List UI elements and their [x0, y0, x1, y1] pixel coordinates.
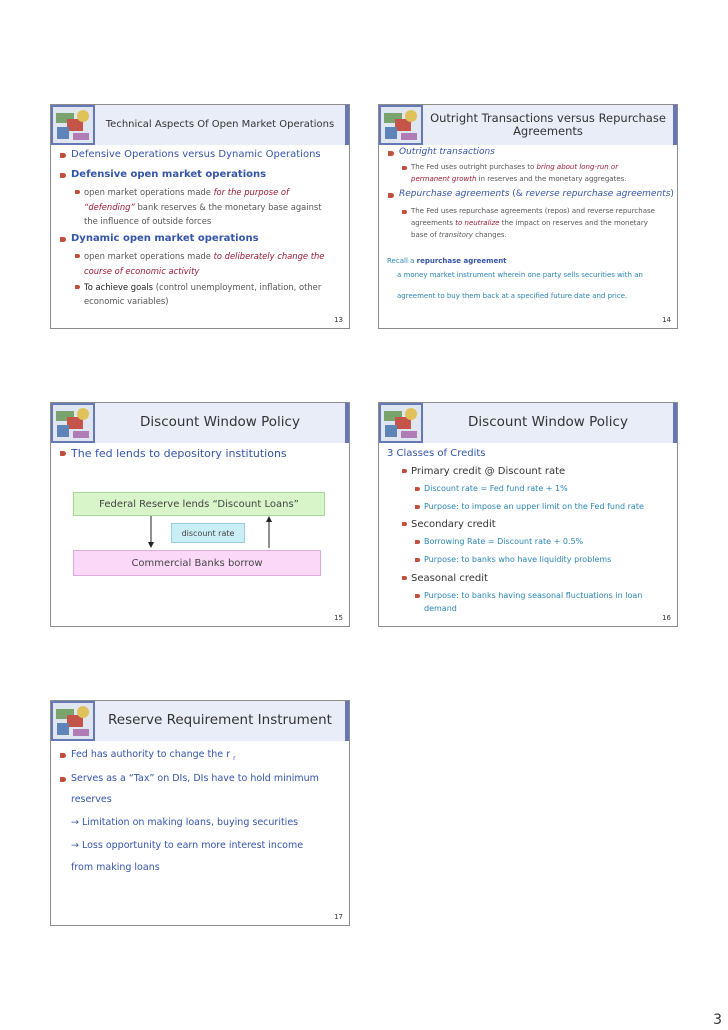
money-collage-icon: [53, 405, 93, 441]
implication-line: from making loans: [71, 862, 160, 873]
box-discount-rate: discount rate: [171, 523, 245, 543]
text: The Fed uses outright purchases to: [411, 163, 537, 171]
text-emph: for the purpose of: [213, 187, 289, 197]
slide-number: 17: [334, 913, 343, 921]
bullet-primary-credit: Primary credit @ Discount rate: [411, 466, 566, 477]
down-arrow-icon: [146, 516, 156, 548]
bullet-secondary-credit: Secondary credit: [411, 519, 496, 530]
up-arrow-icon: [264, 516, 274, 548]
slide-15: [50, 402, 350, 627]
implication-loans: → Limitation on making loans, buying securities: [71, 817, 299, 828]
text: agreements: [411, 219, 456, 227]
text-emph: to neutralize: [455, 219, 500, 227]
text-emph: repurchase agreement: [416, 257, 507, 265]
sub-bullet-line: [84, 266, 199, 276]
slide-title: Technical Aspects Of Open Market Operations: [95, 105, 345, 145]
recall-line: [387, 257, 507, 265]
recall-def-2: agreement to buy them back at a specified future date and price.: [397, 292, 628, 300]
slide-number: 13: [334, 316, 343, 324]
text-emph: “defending”: [84, 202, 135, 212]
sub-bullet-primary-purpose: Purpose: to impose an upper limit on the Fed fund rate: [424, 502, 644, 511]
text: reverse repurchase agreements: [525, 189, 671, 199]
slide-title: Reserve Requirement Instrument: [95, 701, 345, 741]
money-collage-icon: [53, 107, 93, 143]
page-number: 3: [713, 1012, 722, 1028]
bullet-repurchase: [399, 189, 674, 199]
text-emph: permanent growth: [411, 175, 477, 183]
classes-intro: 3 Classes of Credits: [387, 448, 486, 459]
bullet-line: reserves: [71, 794, 112, 805]
bullet-seasonal-credit: Seasonal credit: [411, 573, 488, 584]
sub-bullet-line: economic variables): [84, 296, 169, 306]
sub-bullet-discount-rate: Discount rate = Fed fund rate + 1%: [424, 484, 568, 493]
recall-def-1: a money market instrument wherein one party sells securities with an: [397, 271, 643, 279]
text: To achieve goals: [84, 282, 154, 292]
sub-bullet-dynamic-def: [84, 251, 324, 261]
slide-title: Discount Window Policy: [95, 403, 345, 443]
bullet-defensive: Defensive open market operations: [71, 169, 267, 180]
box-commercial-banks: Commercial Banks borrow: [73, 550, 321, 576]
text: (control unemployment, inflation, other: [153, 282, 322, 292]
bullet-outright: Outright transactions: [399, 147, 495, 157]
slide-14: [378, 104, 678, 329]
bullet-tax: Serves as a “Tax” on DIs, DIs have to hold minimum: [71, 773, 319, 784]
sub-bullet-borrowing-rate: Borrowing Rate = Discount rate + 0.5%: [424, 537, 584, 546]
text: Repurchase agreements: [399, 189, 510, 199]
text: bank reserves & the monetary base against: [134, 202, 322, 212]
bullet-dynamic: Dynamic open market operations: [71, 233, 259, 244]
sub-bullet-line: [411, 231, 507, 239]
slide-number: 14: [662, 316, 671, 324]
text-emph: transitory: [438, 231, 473, 239]
slide-17: [50, 700, 350, 926]
money-collage-icon: [381, 405, 421, 441]
bullet-defensive-vs-dynamic: Defensive Operations versus Dynamic Operations: [71, 149, 321, 160]
text: the impact on reserves and the monetary: [499, 219, 648, 227]
sub-bullet-seasonal-purpose: Purpose: to banks having seasonal fluctuations in loan: [424, 591, 643, 600]
text: changes.: [472, 231, 507, 239]
sub-bullet-line: the influence of outside forces: [84, 216, 212, 226]
sub-bullet-defensive-def: [84, 187, 289, 197]
slide-number: 16: [662, 614, 671, 622]
sub-bullet-line: [411, 175, 627, 183]
slide-title: Discount Window Policy: [423, 403, 673, 443]
sub-bullet-goals: [84, 282, 321, 292]
text: ): [670, 189, 674, 199]
text-emph: course of economic activity: [84, 266, 200, 276]
text: (&: [509, 189, 526, 199]
sub-bullet-secondary-purpose: Purpose: to banks who have liquidity problems: [424, 555, 612, 564]
box-federal-reserve: Federal Reserve lends “Discount Loans”: [73, 492, 325, 516]
sub-bullet-line: demand: [424, 604, 457, 613]
text: in reserves and the monetary aggregates.: [476, 175, 627, 183]
money-collage-icon: [381, 107, 421, 143]
implication-interest: → Loss opportunity to earn more interest income: [71, 840, 304, 851]
text: open market operations made: [84, 251, 214, 261]
money-collage-icon: [53, 703, 93, 739]
bullet-fed-lends: The fed lends to depository institutions: [71, 447, 287, 460]
slide-title: Outright Transactions versus Repurchase Agreements: [423, 105, 673, 145]
slide-13: [50, 104, 350, 329]
text-emph: to deliberately change the: [213, 251, 325, 261]
text: Recall a: [387, 257, 417, 265]
text: open market operations made: [84, 187, 214, 197]
slide-number: 15: [334, 614, 343, 622]
subscript-r: r: [233, 754, 236, 762]
slide-16: [378, 402, 678, 627]
sub-bullet-line: [411, 219, 648, 227]
bullet-fed-authority: [71, 749, 236, 762]
text-emph: bring about long-run or: [536, 163, 619, 171]
sub-bullet-repo-def: The Fed uses repurchase agreements (repos) and reverse repurchase: [411, 207, 655, 215]
sub-bullet-outright-def: [411, 163, 618, 171]
text: Fed has authority to change the r: [71, 749, 231, 760]
text: base of: [411, 231, 439, 239]
sub-bullet-line: [84, 202, 322, 212]
